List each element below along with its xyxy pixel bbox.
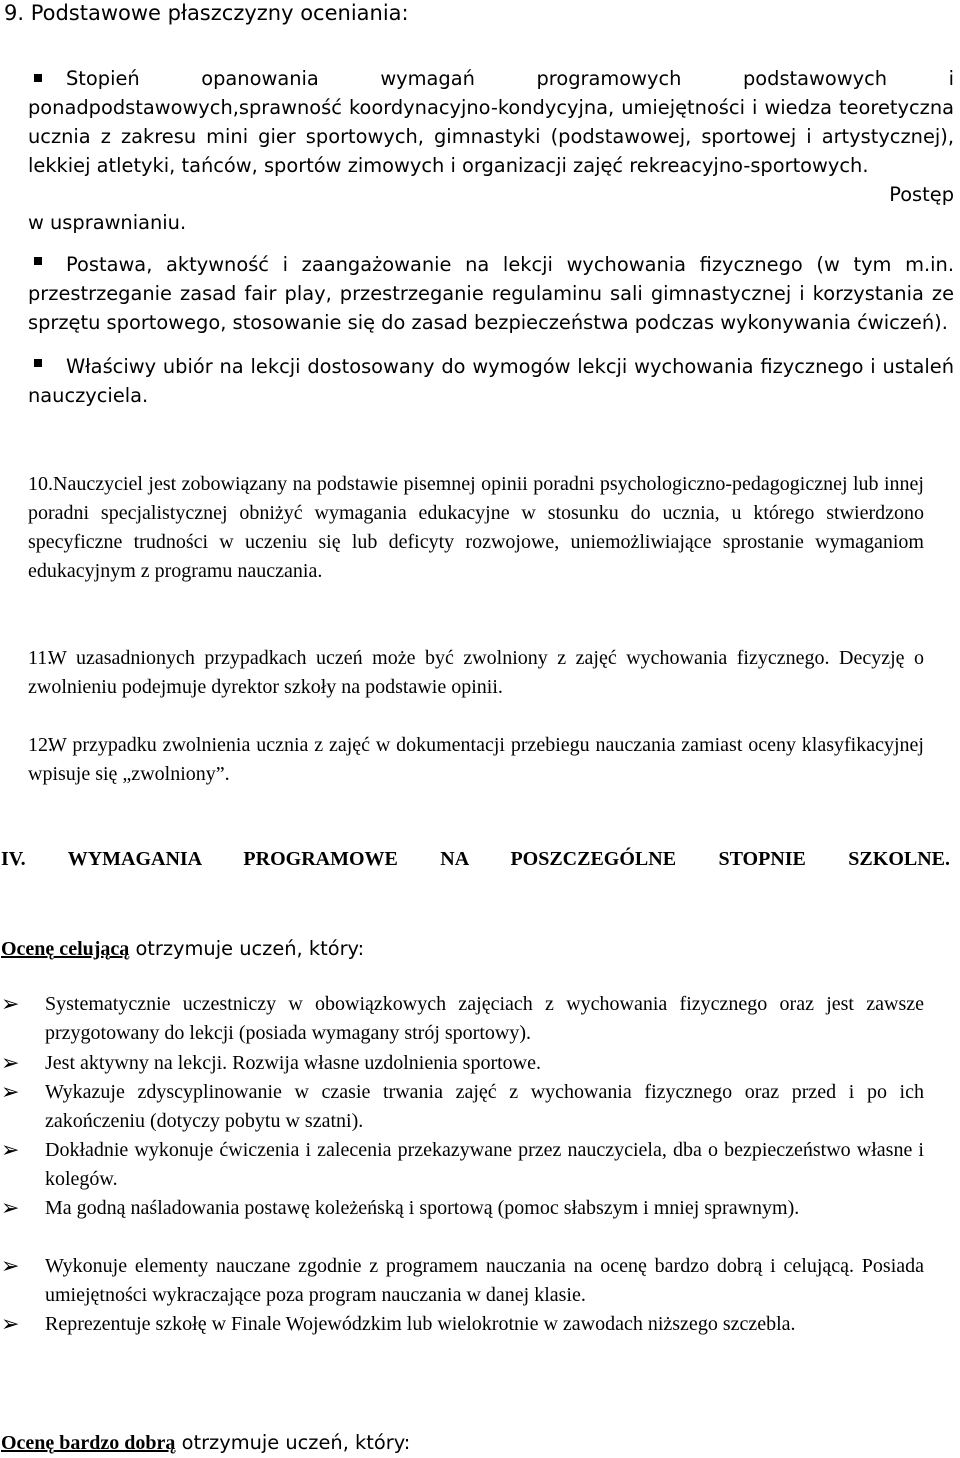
arrow-bullet-icon: ➢	[1, 1080, 20, 1105]
celujaca-intro-rest: otrzymuje uczeń, który:	[129, 937, 365, 960]
bullet-1-tail-b: w usprawnianiu.	[28, 211, 187, 234]
point-10-number: 10.	[28, 473, 53, 495]
arrow-bullet-icon: ➢	[1, 1254, 20, 1279]
celujaca-item-4: Dokładnie wykonuje ćwiczenia i zalecenia przekazywane przez nauczyciela, dba o bezpieczeństwo własne i kolegów.	[45, 1139, 924, 1190]
bullet-1-tail-a: Postęp	[889, 183, 954, 206]
point-11-text: W uzasadnionych przypadkach uczeń może być zwolniony z zajęć wychowania fizycznego. Decyzję o zwolnieniu podejmuje dyrektor szkoły na podstawie opinii.	[28, 647, 924, 698]
celujaca-item-5: Ma godną naśladowania postawę koleżeńską i sportową (pomoc słabszym i mniej sprawnym).	[45, 1197, 800, 1219]
bullet-1-text: Stopień opanowania wymagań programowych podstawowych i ponadpodstawowych,sprawność koordynacyjno-kondycyjna, umiejętności i wiedza teoretyczna ucznia z zakresu mini gier sportowych, gimnastyki (podstawowej, sportowej i artystycznej), lekkiej atletyki, tańców, sportów zimowych i organizacji zajęć rekreacyjno-sportowych.	[28, 67, 954, 177]
point-10-text: Nauczyciel jest zobowiązany na podstawie pisemnej opinii poradni psychologiczno-pedagogicznej lub innej poradni specjalistycznej obniżyć wymagania edukacyjne w stosunku do ucznia, u którego stwierdzono specyficzne trudności w uczeniu się lub deficyty rozwojowe, uniemożliwiające sprostanie wymaganiom edukacyjnym z programu nauczania.	[28, 473, 924, 582]
arrow-bullet-icon: ➢	[1, 992, 20, 1017]
bullet-2-text: Postawa, aktywność i zaangażowanie na lekcji wychowania fizycznego (w tym m.in. przestrzeganie zasad fair play, przestrzeganie regulaminu sali gimnastycznej i korzystania ze sprzętu sportowego, stosowanie się do zasad bezpieczeństwa podczas wykonywania ćwiczeń).	[28, 253, 954, 334]
point-11-number: 11.	[28, 647, 53, 669]
celujaca-item-2: Jest aktywny na lekcji. Rozwija własne uzdolnienia sportowe.	[45, 1052, 541, 1074]
celujaca-label: Ocenę celującą	[1, 938, 130, 960]
bardzo-dobra-label: Ocenę bardzo dobrą	[1, 1432, 176, 1454]
celujaca-item-1: Systematycznie uczestniczy w obowiązkowych zajęciach z wychowania fizycznego oraz jest zawsze przygotowany do lekcji (posiada wymagany strój sportowy).	[45, 993, 924, 1044]
celujaca-item-6: Wykonuje elementy nauczane zgodnie z programem nauczania na ocenę bardzo dobrą i celującą. Posiada umiejętności wykraczające poza program nauczania w danej klasie.	[45, 1255, 924, 1306]
bardzo-dobra-intro-rest: otrzymuje uczeń, który:	[175, 1431, 411, 1454]
arrow-bullet-icon: ➢	[1, 1312, 20, 1337]
celujaca-item-3: Wykazuje zdyscyplinowanie w czasie trwania zajęć z wychowania fizycznego oraz przed i po ich zakończeniu (dotyczy pobytu w szatni).	[45, 1081, 924, 1132]
celujaca-intro	[1, 934, 960, 964]
arrow-bullet-icon: ➢	[1, 1051, 20, 1076]
arrow-bullet-icon: ➢	[1, 1196, 20, 1221]
bullet-3-text: Właściwy ubiór na lekcji dostosowany do wymogów lekcji wychowania fizycznego i ustaleń nauczyciela.	[28, 355, 954, 407]
point-12-text: W przypadku zwolnienia ucznia z zajęć w dokumentacji przebiegu nauczania zamiast oceny klasyfikacyjnej wpisuje się „zwolniony”.	[28, 734, 924, 785]
celujaca-item-7: Reprezentuje szkołę w Finale Wojewódzkim lub wielokrotnie w zawodach niższego szczebla.	[45, 1313, 796, 1335]
bardzo-dobra-intro	[1, 1428, 960, 1458]
section-iv-heading: IV. WYMAGANIA PROGRAMOWE NA POSZCZEGÓLNE STOPNIE SZKOLNE.	[1, 848, 950, 870]
arrow-bullet-icon: ➢	[1, 1138, 20, 1163]
section-9-title: 9. Podstawowe płaszczyzny oceniania:	[4, 1, 409, 25]
point-12-number: 12.	[28, 734, 53, 756]
